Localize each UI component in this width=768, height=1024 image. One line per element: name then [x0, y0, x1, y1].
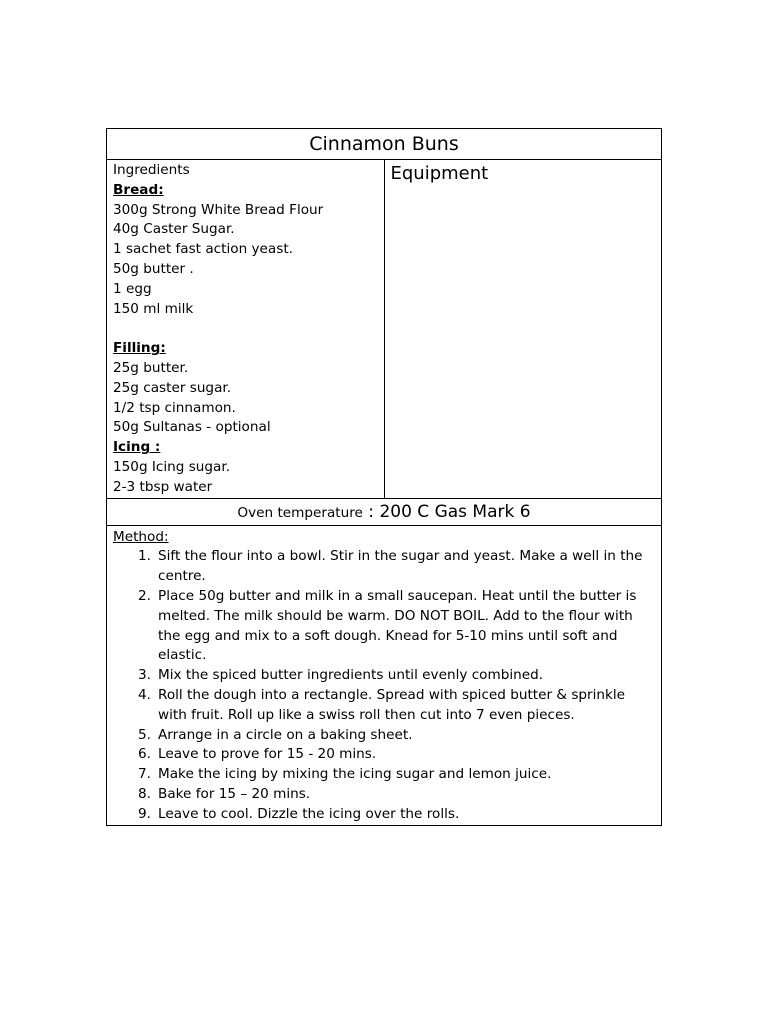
ingredient-group-heading: Filling:: [113, 340, 166, 357]
method-step: [113, 785, 655, 805]
ingredient-item: 2-3 tbsp water: [113, 478, 213, 495]
equipment-heading: Equipment: [390, 163, 489, 184]
method-step-number: 2.: [138, 587, 151, 604]
method-section: [107, 525, 662, 825]
ingredient-item: 1 sachet fast action yeast.: [113, 241, 293, 258]
method-step-number: 5.: [138, 726, 151, 743]
method-step-number: 7.: [138, 766, 151, 783]
ingredient-item: 50g butter .: [113, 260, 194, 277]
method-step: [113, 547, 655, 587]
blank-line: [113, 319, 384, 339]
method-heading: Method:: [113, 528, 169, 545]
method-step: [113, 587, 655, 666]
oven-temperature-label: Oven temperature: [237, 504, 363, 521]
ingredient-item: 150g Icing sugar.: [113, 458, 231, 475]
ingredient-item: 300g Strong White Bread Flour: [113, 201, 324, 218]
method-step: [113, 805, 655, 825]
ingredients-heading: Ingredients: [113, 162, 190, 178]
oven-temperature: [107, 498, 662, 525]
ingredients-section: [107, 160, 385, 499]
method-step-number: 3.: [138, 667, 151, 684]
method-step-text: Leave to prove for 15 - 20 mins.: [158, 746, 377, 763]
method-step-number: 6.: [138, 746, 151, 763]
method-step-text: Leave to cool. Dizzle the icing over the rolls.: [158, 805, 460, 822]
ingredient-item: 25g caster sugar.: [113, 379, 232, 396]
oven-temperature-separator: :: [362, 501, 380, 522]
method-step: [113, 686, 655, 726]
method-step-text: Place 50g butter and milk in a small saucepan. Heat until the butter is melted. The milk should be warm. DO NOT BOIL. Add to the flour with the egg and mix to a soft dough. Knead for 5-10 mins until soft and elastic.: [158, 587, 637, 664]
recipe-card: [106, 128, 662, 826]
ingredient-group-heading: Bread:: [113, 181, 164, 198]
method-list: [113, 547, 655, 824]
ingredient-item: 1 egg: [113, 280, 152, 297]
method-step-number: 4.: [138, 686, 151, 703]
method-step-text: Sift the flour into a bowl. Stir in the sugar and yeast. Make a well in the centre.: [158, 548, 643, 585]
method-step-text: Bake for 15 – 20 mins.: [158, 785, 311, 802]
method-step-number: 1.: [138, 548, 151, 565]
method-step-text: Roll the dough into a rectangle. Spread with spiced butter & sprinkle with fruit. Roll up like a swiss roll then cut into 7 even pieces.: [158, 686, 626, 723]
method-step: [113, 666, 655, 686]
method-step-number: 8.: [138, 785, 151, 802]
method-step-text: Make the icing by mixing the icing sugar and lemon juice.: [158, 766, 552, 783]
method-step: [113, 726, 655, 746]
method-step: [113, 745, 655, 765]
ingredient-item: 40g Caster Sugar.: [113, 221, 235, 238]
method-step: [113, 765, 655, 785]
ingredient-item: 50g Sultanas - optional: [113, 419, 271, 436]
method-step-text: Mix the spiced butter ingredients until evenly combined.: [158, 667, 544, 684]
equipment-section: [384, 160, 662, 499]
ingredient-item: 1/2 tsp cinnamon.: [113, 399, 236, 416]
ingredient-item: 25g butter.: [113, 359, 189, 376]
method-step-text: Arrange in a circle on a baking sheet.: [158, 726, 413, 743]
method-step-number: 9.: [138, 805, 151, 822]
oven-row: [107, 498, 662, 525]
ingredients-equipment-row: [107, 160, 662, 499]
recipe-title: Cinnamon Buns: [107, 129, 662, 160]
ingredient-item: 150 ml milk: [113, 300, 194, 317]
title-row: [107, 129, 662, 160]
ingredient-group-heading: Icing :: [113, 439, 161, 456]
method-row: [107, 525, 662, 825]
oven-temperature-value: 200 C Gas Mark 6: [379, 501, 531, 522]
ingredients-list: [113, 181, 384, 498]
